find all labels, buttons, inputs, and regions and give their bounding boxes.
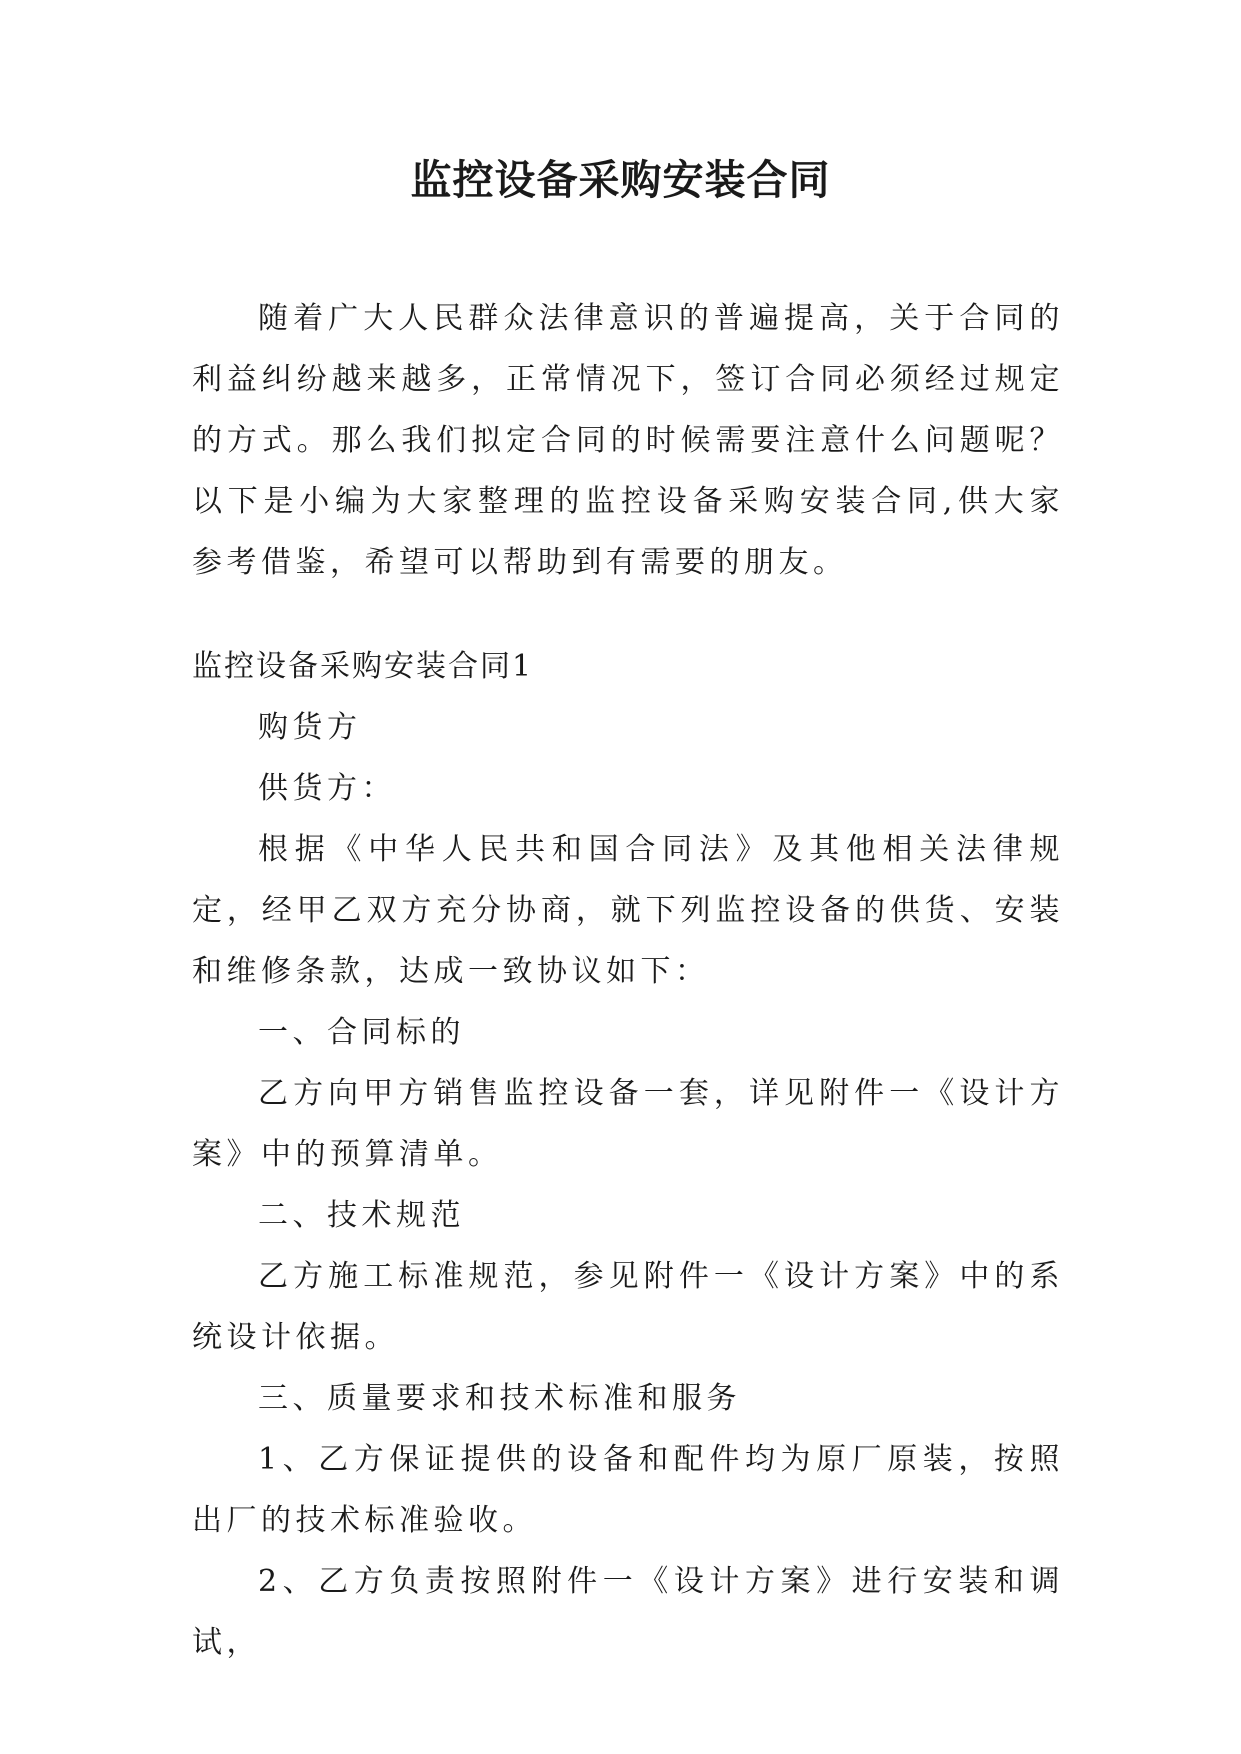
preamble-paragraph: 根据《中华人民共和国合同法》及其他相关法律规定，经甲乙双方充分协商，就下列监控设备的供货、安装和维修条款，达成一致协议如下： — [192, 832, 1064, 989]
clause-paragraph-subject: 乙方向甲方销售监控设备一套，详见附件一《设计方案》中的预算清单。 — [192, 1076, 1064, 1172]
buyer-line: 购货方 — [258, 710, 362, 745]
contract-body — [192, 636, 1064, 1673]
clause-heading-quality: 三、质量要求和技术标准和服务 — [258, 1381, 741, 1416]
document-title: 监控设备采购安装合同 — [410, 156, 831, 204]
clause-item-2: 2、乙方负责按照附件一《设计方案》进行安装和调试， — [192, 1564, 1064, 1660]
clause-item-1: 1、乙方保证提供的设备和配件均为原厂原装，按照出厂的技术标准验收。 — [192, 1442, 1064, 1538]
section-heading: 监控设备采购安装合同1 — [192, 649, 534, 684]
clause-heading-spec: 二、技术规范 — [258, 1198, 465, 1233]
supplier-line: 供货方： — [258, 771, 396, 806]
intro-paragraph: 随着广大人民群众法律意识的普遍提高，关于合同的利益纠纷越来越多，正常情况下，签订合同必须经过规定的方式。那么我们拟定合同的时候需要注意什么问题呢？以下是小编为大家整理的监控设备采购安装合同,供大家参考借鉴，希望可以帮助到有需要的朋友。 — [192, 301, 1064, 580]
clause-heading-subject: 一、合同标的 — [258, 1015, 465, 1050]
clause-paragraph-spec: 乙方施工标准规范，参见附件一《设计方案》中的系统设计依据。 — [192, 1259, 1064, 1355]
